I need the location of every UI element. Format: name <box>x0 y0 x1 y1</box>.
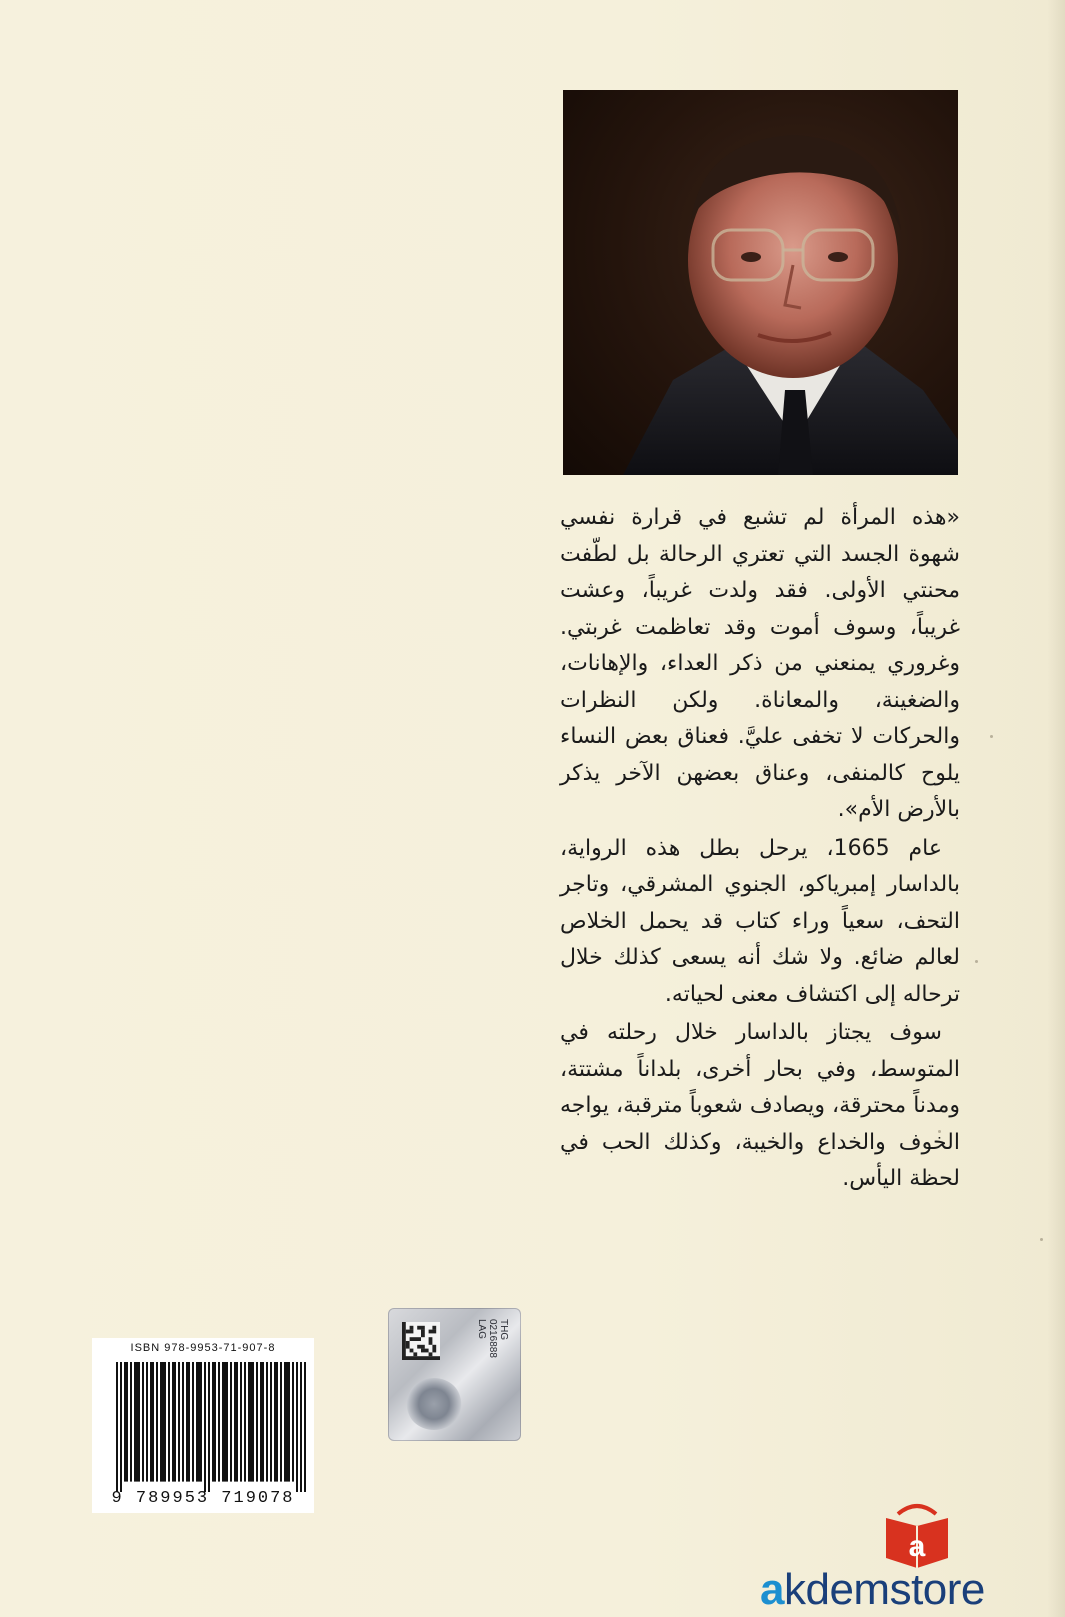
store-logo <box>760 1566 985 1614</box>
datamatrix-icon <box>402 1322 440 1360</box>
isbn-barcode <box>92 1338 314 1513</box>
blurb-quote-paragraph: «هذه المرأة لم تشبع في قرارة نفسي شهوة الجسد التي تعتري الرحالة بل لطّفت محنتي الأولى. فقد ولدت غريباً، وعشت غريباً، وسوف أموت وقد تعاظمت غربتي. وغروري يمنعني من ذكر العداء، والإهانات، والضغينة، والمعاناة. ولكن النظرات والحركات لا تخفى عليَّ. فعناق بعض النساء يلوح كالمنفى، وعناق بعضهن الآخر يذكر بالأرض الأم». <box>560 505 960 822</box>
back-cover-blurb <box>560 500 960 1200</box>
barcode-bars <box>116 1362 306 1492</box>
sticker-serial-code: THG 0216888 LAG <box>476 1319 509 1358</box>
paper-speck <box>938 1130 941 1133</box>
paper-speck <box>1040 1238 1043 1241</box>
hologram-seal-icon <box>406 1378 462 1430</box>
author-photo <box>563 90 958 475</box>
blurb-journey-paragraph: سوف يجتاز بالداسار خلال رحلته في المتوسط، وفي بحار أخرى، بلداناً مشتتة، ومدناً محترقة، ويصادف شعوباً مترقبة، يواجه الخوف والخداع والخيبة، وكذلك الحب في لحظة اليأس. <box>560 1020 960 1191</box>
paper-speck <box>975 960 978 963</box>
barcode-number: 9 789953 719078 <box>111 1489 295 1508</box>
paper-speck <box>990 735 993 738</box>
store-logo-accent: a <box>760 1565 784 1614</box>
store-logo-name: kdemstore <box>783 1565 985 1614</box>
store-book-icon <box>880 1500 954 1570</box>
isbn-label: ISBN 978-9953-71-907-8 <box>130 1342 276 1354</box>
blurb-synopsis-paragraph: عام 1665، يرحل بطل هذه الرواية، بالداسار إمبرياكو، الجنوي المشرقي، وتاجر التحف، سعياً وراء كتاب قد يحمل الخلاص لعالم ضائع. ولا شك أنه يسعى كذلك خلال ترحاله إلى اكتشاف معنى لحياته. <box>560 835 960 1007</box>
store-icon-letter: a <box>908 1530 926 1563</box>
page-edge-shadow <box>1047 0 1065 1617</box>
hologram-sticker <box>388 1308 521 1441</box>
